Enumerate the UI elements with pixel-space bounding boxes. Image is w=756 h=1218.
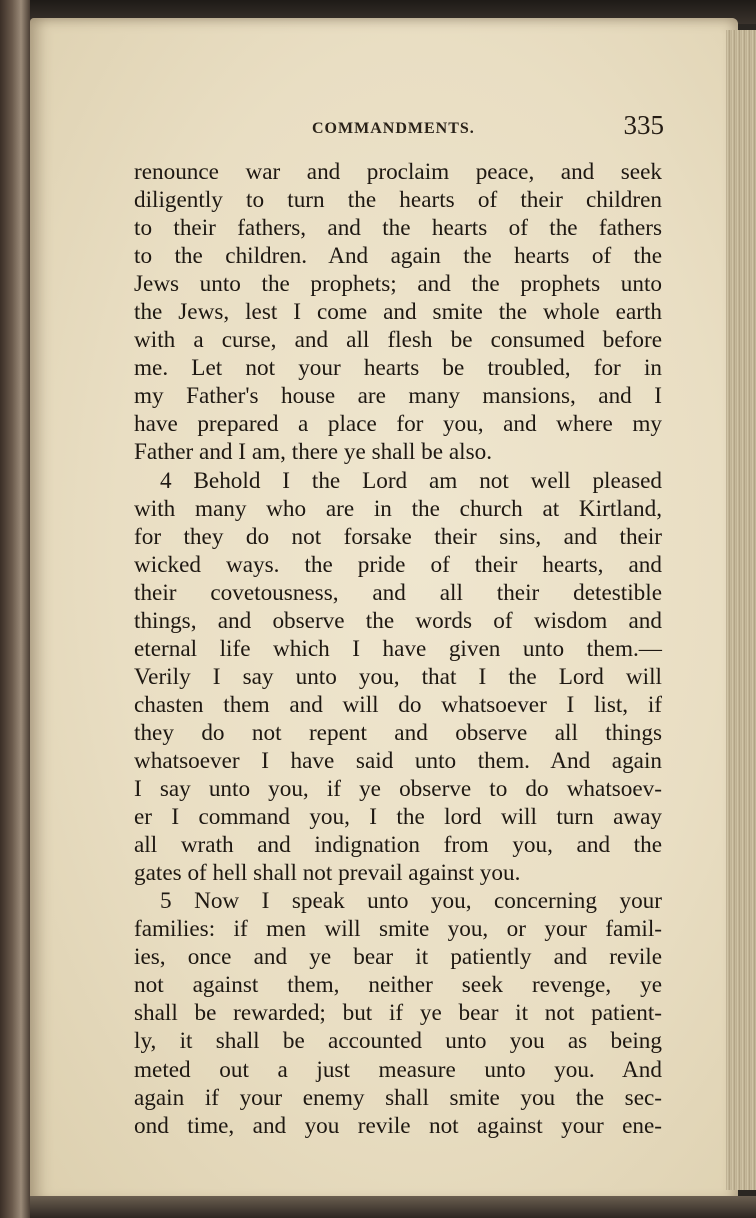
- text-line: Verily I say unto you, that I the Lord will: [134, 663, 662, 690]
- text-line: 4 Behold I the Lord am not well pleased: [160, 467, 662, 494]
- text-line: me. Let not your hearts be troubled, for in: [134, 355, 662, 382]
- text-line: their covetousness, and all their detestible: [134, 579, 662, 606]
- page-bottom-shadow: [30, 1196, 756, 1218]
- text-line: families: if men will smite you, or your famil-: [134, 916, 662, 943]
- text-line: ies, once and ye bear it patiently and revile: [134, 944, 662, 971]
- text-line: not against them, neither seek revenge, ye: [134, 972, 662, 999]
- text-line: eternal life which I have given unto them.—: [134, 635, 662, 662]
- page-header: [136, 108, 666, 144]
- text-line: ly, it shall be accounted unto you as being: [134, 1028, 662, 1055]
- text-line: with a curse, and all flesh be consumed before: [134, 327, 662, 354]
- text-line: renounce war and proclaim peace, and seek: [134, 159, 662, 185]
- page-edges-stack: [726, 30, 756, 1190]
- running-head: COMMANDMENTS.: [312, 120, 475, 137]
- text-line: whatsoever I have said unto them. And again: [134, 747, 662, 774]
- text-line: the Jews, lest I come and smite the whole earth: [134, 299, 662, 326]
- text-line: wicked ways. the pride of their hearts, and: [134, 551, 662, 578]
- text-line: I say unto you, if ye observe to do whatsoev-: [134, 776, 662, 803]
- text-line: Father and I am, there ye shall be also.: [134, 439, 492, 466]
- text-line: shall be rewarded; but if ye bear it not patient-: [134, 1000, 662, 1027]
- text-line: 5 Now I speak unto you, concerning your: [160, 888, 662, 915]
- text-line: with many who are in the church at Kirtland,: [134, 495, 662, 522]
- text-line: Jews unto the prophets; and the prophets unto: [134, 271, 662, 298]
- text-line: they do not repent and observe all things: [134, 719, 662, 746]
- text-line: meted out a just measure unto you. And: [134, 1056, 662, 1083]
- page-number: 335: [623, 110, 664, 140]
- text-line: chasten them and will do whatsoever I list, if: [134, 691, 662, 718]
- book-binding: [0, 0, 30, 1218]
- text-line: have prepared a place for you, and where my: [134, 411, 662, 438]
- text-line: diligently to turn the hearts of their children: [134, 187, 662, 214]
- text-line: again if your enemy shall smite you the sec-: [134, 1084, 662, 1111]
- text-line: er I command you, I the lord will turn away: [134, 804, 662, 831]
- text-line: to their fathers, and the hearts of the fathers: [134, 215, 662, 242]
- text-line: ond time, and you revile not against your ene-: [134, 1112, 662, 1139]
- text-line: to the children. And again the hearts of the: [134, 243, 662, 270]
- text-line: all wrath and indignation from you, and the: [134, 832, 662, 859]
- text-line: my Father's house are many mansions, and I: [134, 383, 662, 410]
- text-line: gates of hell shall not prevail against you.: [134, 860, 521, 887]
- body-text: [134, 158, 662, 1140]
- text-line: things, and observe the words of wisdom and: [134, 607, 662, 634]
- text-line: for they do not forsake their sins, and their: [134, 523, 662, 550]
